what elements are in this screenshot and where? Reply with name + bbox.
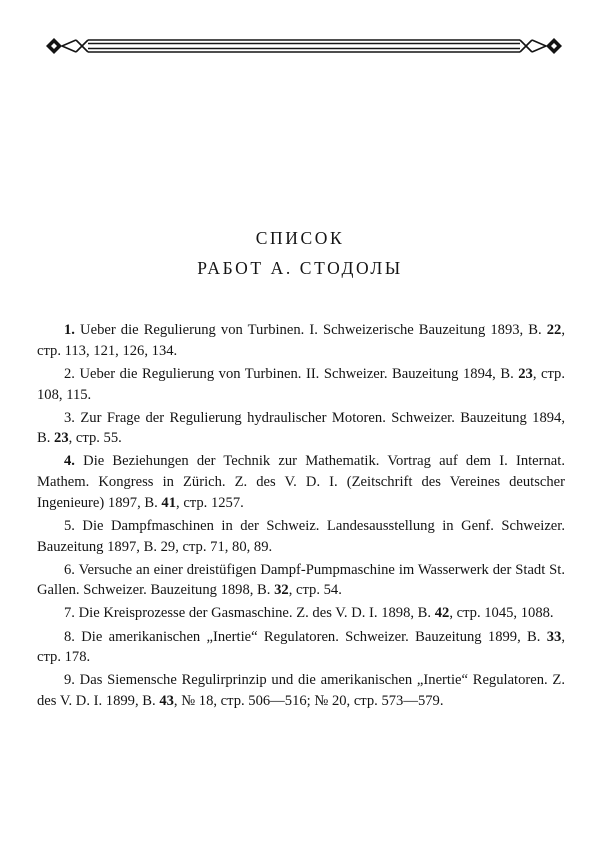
decorative-border-ornament [44, 30, 564, 62]
entry-text: 41 [161, 494, 177, 511]
bibliography-entry [37, 408, 565, 449]
entry-text: , стр. 108, 115. [37, 365, 565, 403]
entry-text: 6. Versuche an einer dreistüfigen Dampf-Pumpmaschine im Wasserwerk der Stadt St. Gallen. Schweizer. Bauzeitung 1898, B. [37, 561, 565, 599]
entry-text: 23 [518, 365, 533, 382]
entry-text: 32 [274, 582, 289, 599]
bibliography-entry [37, 627, 565, 668]
entry-text: , стр. 1045, 1088. [449, 605, 554, 622]
entry-text: , стр. 54. [288, 582, 342, 599]
entry-text: , стр. 1257. [176, 494, 244, 511]
bibliography-entry [37, 603, 565, 624]
bibliography-entry [37, 320, 565, 361]
entry-text: 22 [546, 322, 562, 338]
entry-text: Die Beziehungen der Technik zur Mathematik. Vortrag auf dem I. Internat. Mathem. Kongress in Zürich. Z. des V. D. I. (Zeitschrift des Vereines deutscher Ingenieure) 1897, B. [37, 453, 565, 511]
entry-text: 43 [159, 693, 174, 710]
bibliography-list [37, 320, 565, 714]
bibliography-entry [37, 364, 565, 405]
entry-text: 33 [546, 628, 562, 645]
entry-text: 4. [64, 453, 84, 470]
entry-text: 2. Ueber die Regulierung von Turbinen. II. Schweizer. Bauzeitung 1894, B. [64, 365, 519, 382]
entry-text: 3. Zur Frage der Regulierung hydraulischer Motoren. Schweizer. Bauzeitung 1894, B. [37, 409, 565, 447]
list-subtitle: РАБОТ А. СТОДОЛЫ [197, 258, 403, 278]
entry-text: , стр. 178. [37, 628, 565, 666]
bibliography-entry [37, 451, 565, 513]
entry-text: , стр. 113, 121, 126, 134. [37, 322, 565, 359]
bibliography-entry [37, 670, 565, 711]
entry-text: 1. [64, 322, 81, 338]
entry-text: 42 [434, 605, 450, 622]
entry-text: 8. Die amerikanischen „Inertie“ Regulatoren. Schweizer. Bauzeitung 1899, B. [64, 628, 547, 645]
entry-text: 9. Das Siemensche Regulirprinzip und die amerikanischen „Inertie“ Regulatoren. Z. des V. D. I. 1899, B. [37, 672, 565, 710]
entry-text: Ueber die Regulierung von Turbinen. I. Schweizerische Bauzeitung 1893, B. [80, 322, 547, 338]
entry-text: , стр. 55. [68, 430, 122, 447]
bibliography-entry [37, 560, 565, 601]
list-title: СПИСОК [255, 228, 345, 248]
entry-text: 7. Die Kreisprozesse der Gasmaschine. Z. des V. D. I. 1898, B. [64, 605, 435, 622]
entry-text: 5. Die Dampfmaschinen in der Schweiz. Landesausstellung in Genf. Schweizer. Bauzeitung 1897, B. 29, стр. 71, 80, 89. [37, 517, 565, 555]
entry-text: , № 18, стр. 506—516; № 20, стр. 573—579. [173, 693, 444, 710]
bibliography-entry [37, 516, 565, 557]
entry-text: 23 [54, 430, 69, 447]
